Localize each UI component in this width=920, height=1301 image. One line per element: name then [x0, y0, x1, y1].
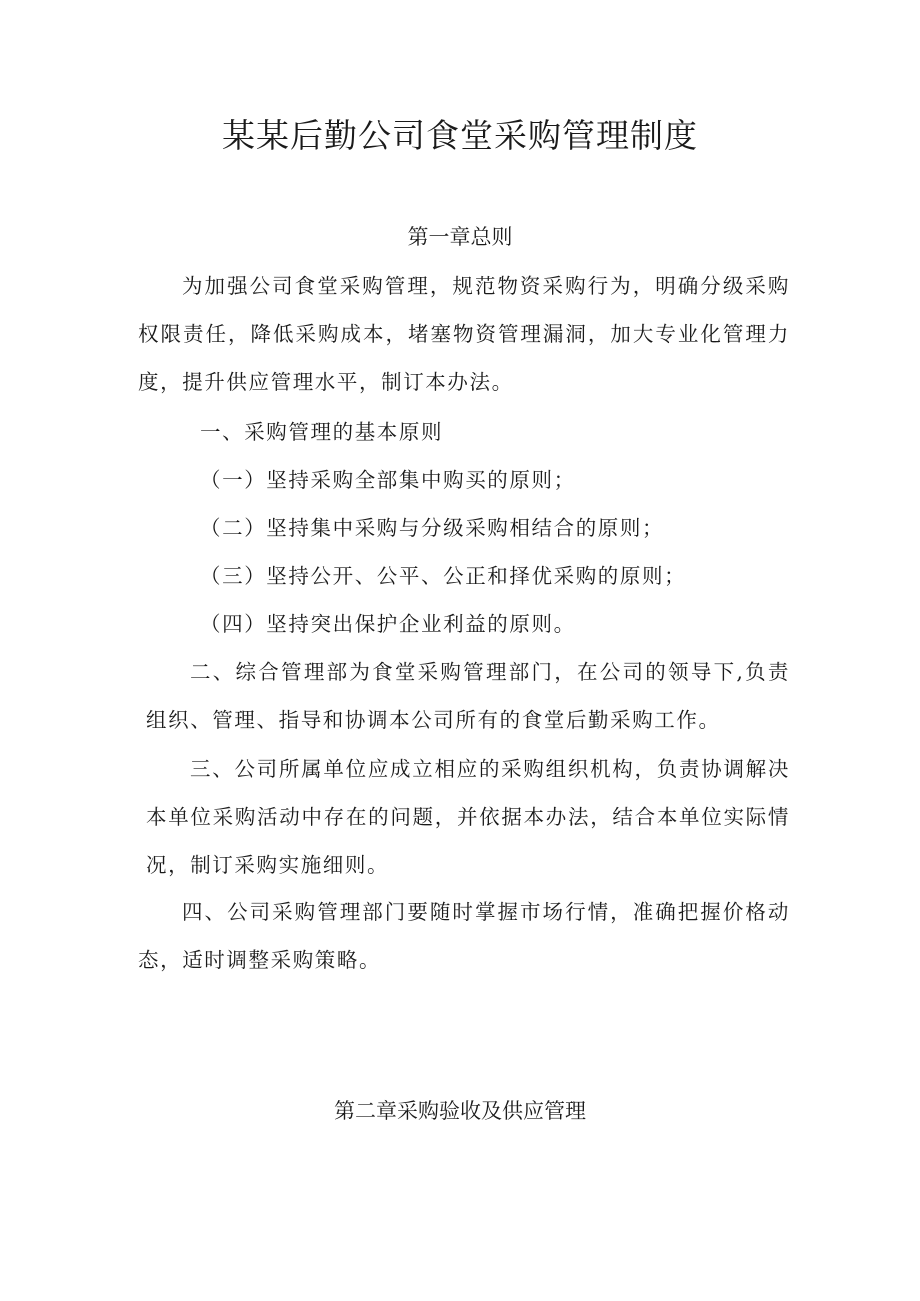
principle-item-3: （三）坚持公开、公平、公正和择优采购的原则；: [200, 564, 687, 588]
chapter-2-heading: 第二章采购验收及供应管理: [334, 1099, 586, 1123]
principle-item-4: （四）坚持突出保护企业利益的原则。: [200, 612, 576, 636]
principle-item-1: （一）坚持采购全部集中购买的原则；: [200, 468, 576, 492]
section-1-heading: 一、采购管理的基本原则: [200, 420, 444, 444]
principle-item-2: （二）坚持集中采购与分级采购相结合的原则；: [200, 516, 665, 540]
chapter-1-heading: 第一章总则: [407, 225, 513, 249]
document-title: 某某后勤公司食堂采购管理制度: [222, 116, 698, 155]
intro-paragraph: 为加强公司食堂采购管理，规范物资采购行为，明确分级采购权限责任，降低采购成本，堵塞物资管理漏洞，加大专业化管理力度，提升供应管理水平，制订本办法。: [138, 274, 790, 394]
section-2-paragraph: 二、综合管理部为食堂采购管理部门，在公司的领导下,负责组织、管理、指导和协调本公司所有的食堂后勤采购工作。: [146, 660, 790, 732]
section-3-paragraph: 三、公司所属单位应成立相应的采购组织机构，负责协调解决本单位采购活动中存在的问题，并依据本办法，结合本单位实际情况，制订采购实施细则。: [146, 757, 790, 877]
section-4-paragraph: 四、公司采购管理部门要随时掌握市场行情，准确把握价格动态，适时调整采购策略。: [138, 900, 790, 972]
